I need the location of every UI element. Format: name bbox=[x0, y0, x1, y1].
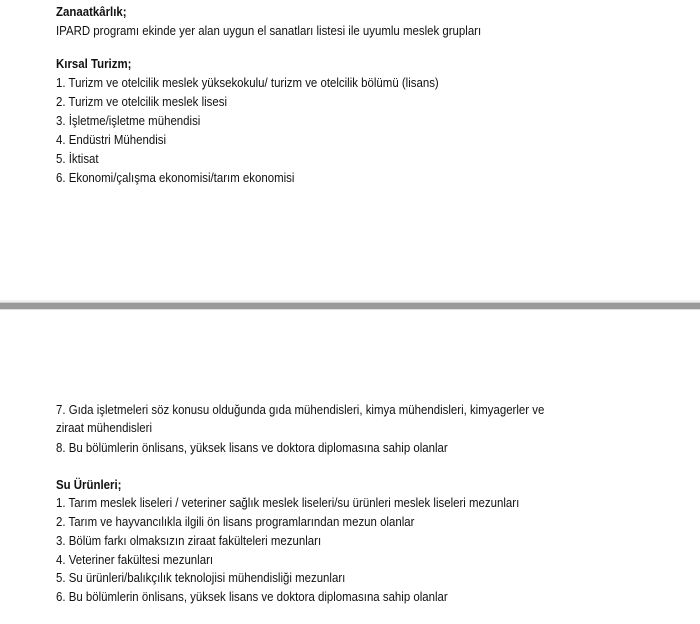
list-item: 8. Bu bölümlerin önlisans, yüksek lisans ve doktora diplomasına sahip olanlar bbox=[56, 440, 448, 455]
list-item-continuation: ziraat mühendisleri bbox=[56, 420, 153, 435]
section-heading-su-urunleri: Su Ürünleri; bbox=[56, 477, 122, 492]
list-item: 2. Turizm ve otelcilik meslek lisesi bbox=[56, 94, 228, 109]
document-page-top bbox=[0, 0, 700, 302]
list-item: 5. Su ürünleri/balıkçılık teknolojisi mühendisliği mezunları bbox=[56, 570, 346, 585]
list-item: 3. İşletme/işletme mühendisi bbox=[56, 113, 201, 128]
list-item: 7. Gıda işletmeleri söz konusu olduğunda gıda mühendisleri, kimya mühendisleri, kimyagerler ve bbox=[56, 402, 545, 417]
list-item: 4. Endüstri Mühendisi bbox=[56, 132, 167, 147]
list-item: 1. Turizm ve otelcilik meslek yüksekokulu/ turizm ve otelcilik bölümü (lisans) bbox=[56, 75, 439, 90]
section-heading-zanaatkarlik: Zanaatkârlık; bbox=[56, 4, 127, 19]
list-item: 2. Tarım ve hayvancılıkla ilgili ön lisans programlarından mezun olanlar bbox=[56, 514, 415, 529]
section-line: IPARD programı ekinde yer alan uygun el sanatları listesi ile uyumlu meslek grupları bbox=[56, 23, 482, 38]
document-page-bottom bbox=[0, 310, 700, 624]
list-item: 4. Veteriner fakültesi mezunları bbox=[56, 552, 214, 567]
list-item: 5. İktisat bbox=[56, 151, 99, 166]
page-break-separator bbox=[0, 302, 700, 310]
list-item: 3. Bölüm farkı olmaksızın ziraat fakülteleri mezunları bbox=[56, 533, 322, 548]
list-item: 6. Ekonomi/çalışma ekonomisi/tarım ekonomisi bbox=[56, 170, 295, 185]
section-heading-kirsal-turizm: Kırsal Turizm; bbox=[56, 56, 132, 71]
list-item: 1. Tarım meslek liseleri / veteriner sağlık meslek liseleri/su ürünleri meslek liseleri mezunları bbox=[56, 495, 520, 510]
list-item: 6. Bu bölümlerin önlisans, yüksek lisans ve doktora diplomasına sahip olanlar bbox=[56, 589, 448, 604]
